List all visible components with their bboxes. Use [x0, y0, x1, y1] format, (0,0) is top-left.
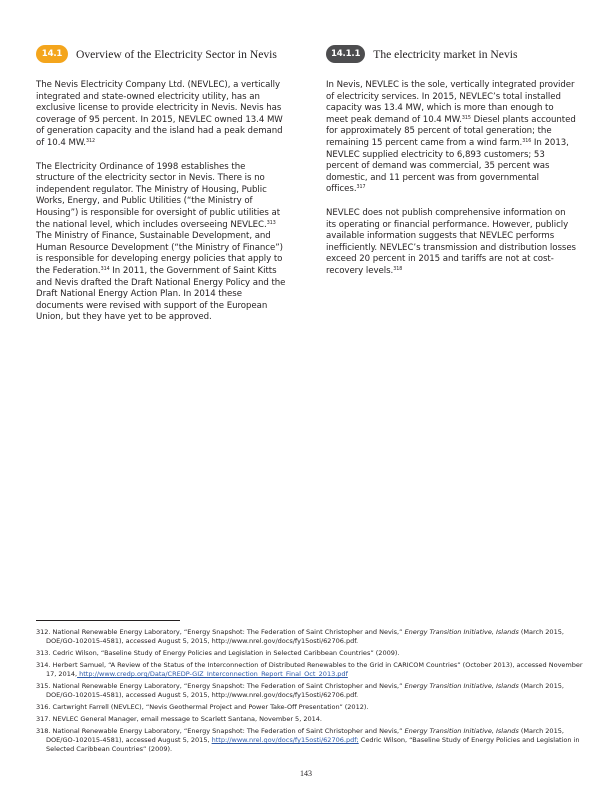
section-heading-14-1-1 — [326, 44, 576, 64]
footnote-315: 315. National Renewable Energy Laboratory, “Energy Snapshot: The Federation of Saint Christopher and Nevis,” Energy Transition Initiative, Islands (March 2015, DOE/GO-102015-4581), accessed August 5, 2015, http://www.nrel.gov/docs/fy15osti/62706.pdf. — [36, 682, 564, 699]
footnotes — [36, 628, 588, 757]
left-column — [36, 44, 286, 336]
section-title: Overview of the Electricity Sector in Nevis — [76, 47, 277, 61]
right-column — [326, 44, 576, 290]
paragraph: The Nevis Electricity Company Ltd. (NEVLEC), a vertically integrated and state-owned electricity utility, has an exclusive license to provide electricity in Nevis. Nevis has coverage of 95 percent. In 2015, NEVLEC owned 13.4 MW of generation capacity and the island had a peak demand of 10.4 MW.$^{312}$ — [36, 80, 283, 148]
footnote-ref[interactable]: 315 — [461, 115, 471, 121]
footnote-link[interactable]: http://www.nrel.gov/docs/fy15osti/62706.pdf; — [211, 736, 359, 744]
section-number-badge: 14.1 — [36, 45, 68, 63]
footnote-317: 317. NEVLEC General Manager, email message to Scarlett Santana, November 5, 2014. — [36, 715, 322, 723]
paragraph: NEVLEC does not publish comprehensive information on its operating or financial performance. However, publicly available information suggests that NEVLEC performs inefficiently. NEVLEC’s transmission and distribution losses exceed 20 percent in 2015 and tariffs are not at cost-recovery levels.$^{318}$ — [326, 207, 576, 276]
page-number: 143 — [300, 769, 312, 778]
paragraph: The Electricity Ordinance of 1998 establishes the structure of the electricity sector in Nevis. There is no independent regulator. The Ministry of Housing, Public Works, Energy, and Public Utilities (“the Ministry of Housing”) is responsible for oversight of public utilities at the national level, which includes overseeing NEVLEC.$^{313}$ The Ministry of Finance, Sustainable Development, and Human Resource Development (“the Ministry of Finance”) is responsible for developing energy policies that apply to the Federation.$^{314}$ In 2011, the Government of Saint Kitts and Nevis drafted the Draft National Energy Policy and the Draft National Energy Action Plan. In 2014 these documents were revised with support of the European Union, but they have yet to be approved. — [36, 161, 286, 323]
footnote-divider — [36, 620, 180, 621]
footnote-link[interactable]: http://www.credp.org/Data/CREDP-GIZ_Interconnection_Report_Final_Oct_2013.pdf — [77, 670, 348, 678]
footnote-ref[interactable]: 317 — [356, 185, 366, 191]
footnote-ref[interactable]: 314 — [100, 266, 110, 272]
footnote-312: 312. National Renewable Energy Laboratory, “Energy Snapshot: The Federation of Saint Christopher and Nevis,” Energy Transition Initiative, Islands (March 2015, DOE/GO-102015-4581), accessed August 5, 2015, http://www.nrel.gov/docs/fy15osti/62706.pdf. — [36, 628, 564, 645]
subsection-number-badge: 14.1.1 — [326, 45, 365, 63]
footnote-314: 314. Herbert Samuel, “A Review of the Status of the Interconnection of Distributed Renewables to the Grid in CARICOM Countries” (October 2013), accessed November 17, 2014, http://www.credp.org/Data/CREDP-GIZ_Interconnection_Report_Final_Oct_2013.pdf — [36, 661, 583, 678]
footnote-ref[interactable]: 313 — [266, 220, 276, 226]
footnote-313: 313. Cedric Wilson, “Baseline Study of Energy Policies and Legislation in Selected Caribbean Countries” (2009). — [36, 649, 400, 657]
subsection-title: The electricity market in Nevis — [373, 47, 518, 61]
footnote-ref[interactable]: 312 — [86, 138, 96, 144]
section-heading-14-1 — [36, 44, 286, 64]
footnote-316: 316. Cartwright Farrell (NEVLEC), “Nevis Geothermal Project and Power Take-Off Presentation” (2012). — [36, 703, 369, 711]
footnote-318: 318. National Renewable Energy Laboratory, “Energy Snapshot: The Federation of Saint Christopher and Nevis,” Energy Transition Initiative, Islands (March 2015, DOE/GO-102015-4581), accessed August 5, 2015, http://www.nrel.gov/docs/fy15osti/62706.pdf; Cedric Wilson, “Baseline Study of Energy Policies and Legislation in Selected Caribbean Countries” (2009). — [36, 727, 580, 753]
paragraph: In Nevis, NEVLEC is the sole, vertically integrated provider of electricity services. In 2015, NEVLEC’s total installed capacity was 13.4 MW, which is more than enough to meet peak demand of 10.4 MW.$^{315}$ Diesel plants accounted for approximately 85 percent of total generation; the remaining 15 percent came from a wind farm.$^{316}$ In 2013, NEVLEC supplied electricity to 6,893 customers; 53 percent of demand was commercial, 35 percent was domestic, and 11 percent was from governmental offices.$^{317}$ — [326, 80, 576, 195]
footnote-ref[interactable]: 318 — [393, 266, 403, 272]
footnote-ref[interactable]: 316 — [522, 138, 532, 144]
